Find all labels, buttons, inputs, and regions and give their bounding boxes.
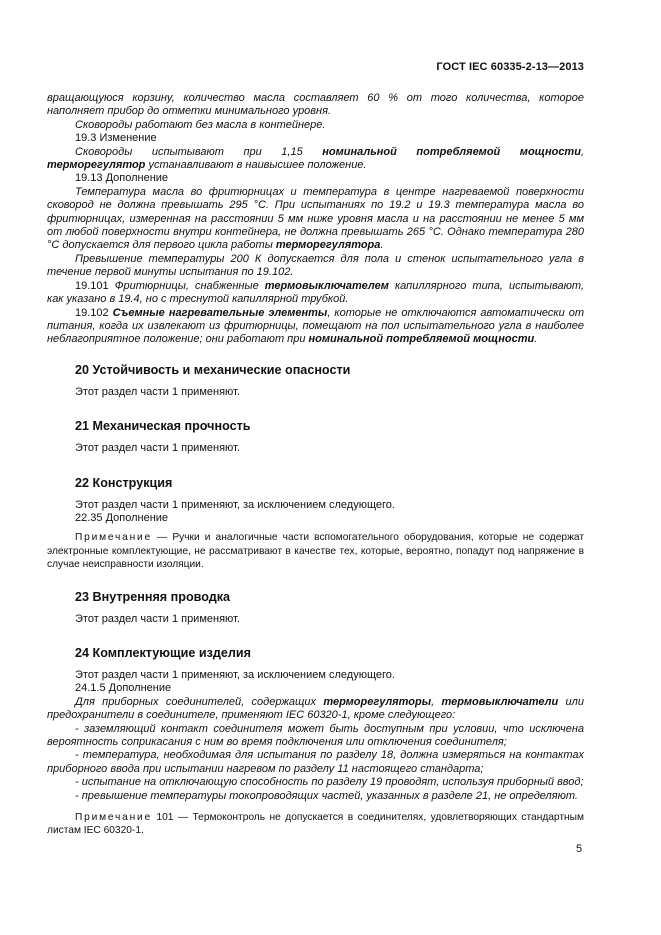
page-number: 5 [576,843,583,855]
paragraph: Этот раздел части 1 применяют. [75,612,240,625]
paragraph: Сковороды работают без масла в контейнере. [75,118,326,131]
list-item: - заземляющий контакт соединителя может быть доступным при условии, что исключена вероятность соприкасания с ним во время подключения или отключения соединителя; [47,722,584,748]
list-item: - температура, необходимая для испытания по разделу 18, должна измеряться на контактах приборного ввода при испытании нагревом по разделу 11 настоящего стандарта; [47,749,584,775]
paragraph: Этот раздел части 1 применяют, за исключением следующего. [75,498,395,511]
clause-heading: 24.1.5 Дополнение [75,682,172,695]
clause-heading: 19.13 Дополнение [75,172,169,185]
list-item: - превышение температуры токопроводящих частей, указанных в разделе 21, не определяют. [75,789,578,802]
defined-term: терморегуляторы [323,695,432,708]
defined-term: терморегулятор [47,159,146,172]
defined-term: номинальной потребляемой мощности [308,333,535,346]
defined-term: термовыключателем [264,279,389,292]
note: Примечание — Ручки и аналогичные части вспомогательного оборудования, которые не содержат электронные комплектующие, не рассматривают в качестве тех, которые, вероятно, попадут под напряжение в случае неисправности изоляции. [47,532,584,571]
paragraph: Этот раздел части 1 применяют, за исключением следующего. [75,668,395,681]
document-body [47,92,584,838]
defined-term: Съемные нагревательные элементы [112,306,328,319]
paragraph: 19.101 Фритюрницы, снабженные термовыключателем капиллярного типа, испытывают, как указано в 19.4, но с треснутой капиллярной трубкой. [47,279,584,306]
section-heading: 23 Внутренняя проводка [75,589,231,604]
paragraph: вращающуюся корзину, количество масла составляет 60 % от того количества, которое наполняет прибор до отметки минимального уровня. [47,92,584,118]
defined-term: термовыключатели [441,695,559,708]
section-heading: 24 Комплектующие изделия [75,645,251,660]
clause-heading: 19.3 Изменение [75,132,157,145]
note: Примечание 101 — Термоконтроль не допускается в соединителях, удовлетворяющих стандартным листам IEC 60320-1. [47,812,584,837]
section-heading: 22 Конструкция [75,475,173,490]
paragraph: Сковороды испытывают при 1,15 номинальной потребляемой мощности, терморегулятор устанавливают в наивысшее положение. [47,145,584,172]
section-heading: 21 Механическая прочность [75,419,251,434]
paragraph: Этот раздел части 1 применяют. [75,385,240,398]
document-header: ГОСТ IEC 60335-2-13—2013 [436,61,584,73]
defined-term: терморегулятора [275,239,381,252]
paragraph: Температура масла во фритюрницах и температура в центре нагреваемой поверхности сковород не должна превышать 295 °С. При испытаниях по 19.2 и 19.3 температура масла во фритюрницах, измеренная на расстоянии 5 мм ниже уровня масла и на расстоянии не менее 5 мм от любой поверхности внутри контейнера, не должна превышать 265 °С. Однако температура 280 °С допускается для первого цикла работы терморегулятора. [47,185,584,252]
defined-term: номинальной потребляемой мощности [322,145,581,158]
clause-heading: 22.35 Дополнение [75,511,169,524]
paragraph: Этот раздел части 1 применяют. [75,442,240,455]
paragraph: 19.102 Съемные нагревательные элементы, которые не отключаются автоматически от питания, когда их извлекают из фритюрницы, помещают на пол испытательного угла в наиболее неблагоприятное положение; они работают при номинальной потребляемой мощности. [47,306,584,346]
section-heading: 20 Устойчивость и механические опасности [75,362,351,377]
paragraph: Превышение температуры 200 К допускается для пола и стенок испытательного угла в течение первой минуты испытания по 19.102. [47,252,584,279]
paragraph: Для приборных соединителей, содержащих терморегуляторы, термовыключатели или предохранители в соединителе, применяют IEC 60320-1, кроме следующего: [47,695,584,722]
list-item: - испытание на отключающую способность по разделу 19 проводят, используя приборный ввод; [75,776,584,789]
